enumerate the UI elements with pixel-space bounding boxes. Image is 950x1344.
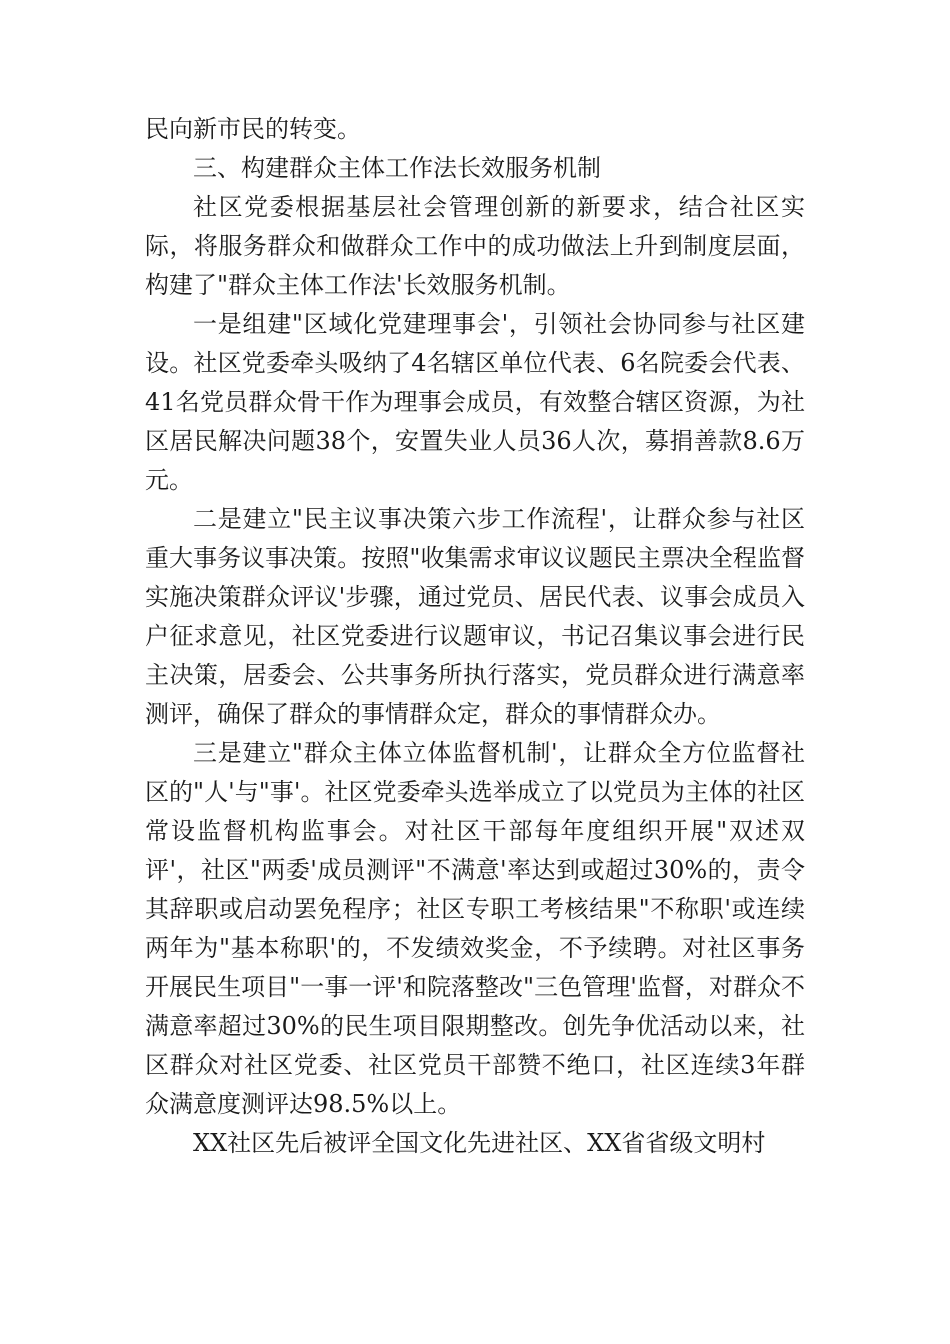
paragraph-intro: 社区党委根据基层社会管理创新的新要求，结合社区实际，将服务群众和做群众工作中的成功做法上升到制度层面，构建了"群众主体工作法'长效服务机制。 bbox=[145, 193, 805, 299]
paragraph-point-2: 二是建立"民主议事决策六步工作流程'，让群众参与社区重大事务议事决策。按照"收集需求审议议题民主票决全程监督实施决策群众评议'步骤，通过党员、居民代表、议事会成员入户征求意见，社区党委进行议题审议，书记召集议事会进行民主决策，居委会、公共事务所执行落实，党员群众进行满意率测评，确保了群众的事情群众定，群众的事情群众办。 bbox=[145, 505, 805, 728]
section-heading: 三、构建群众主体工作法长效服务机制 bbox=[193, 154, 601, 182]
paragraph-point-1: 一是组建"区域化党建理事会'，引领社会协同参与社区建设。社区党委牵头吸纳了4名辖区单位代表、6名院委会代表、41名党员群众骨干作为理事会成员，有效整合辖区资源，为社区居民解决问题38个，安置失业人员36人次，募捐善款8.6万元。 bbox=[145, 310, 805, 494]
paragraph-closing: XX社区先后被评全国文化先进社区、XX省省级文明村 bbox=[193, 1129, 766, 1157]
paragraph-point-3: 三是建立"群众主体立体监督机制'，让群众全方位监督社区的"人'与"事'。社区党委牵头选举成立了以党员为主体的社区常设监督机构监事会。对社区干部每年度组织开展"双述双评'，社区"两委'成员测评"不满意'率达到或超过30%的，责令其辞职或启动罢免程序；社区专职工考核结果"不称职'或连续两年为"基本称职'的，不发绩效奖金，不予续聘。对社区事务开展民生项目"一事一评'和院落整改"三色管理'监督，对群众不满意率超过30%的民生项目限期整改。创先争优活动以来，社区群众对社区党委、社区党员干部赞不绝口，社区连续3年群众满意度测评达98.5%以上。 bbox=[145, 739, 805, 1118]
paragraph-1: 民向新市民的转变。 bbox=[145, 115, 361, 143]
document-page bbox=[145, 110, 805, 1163]
